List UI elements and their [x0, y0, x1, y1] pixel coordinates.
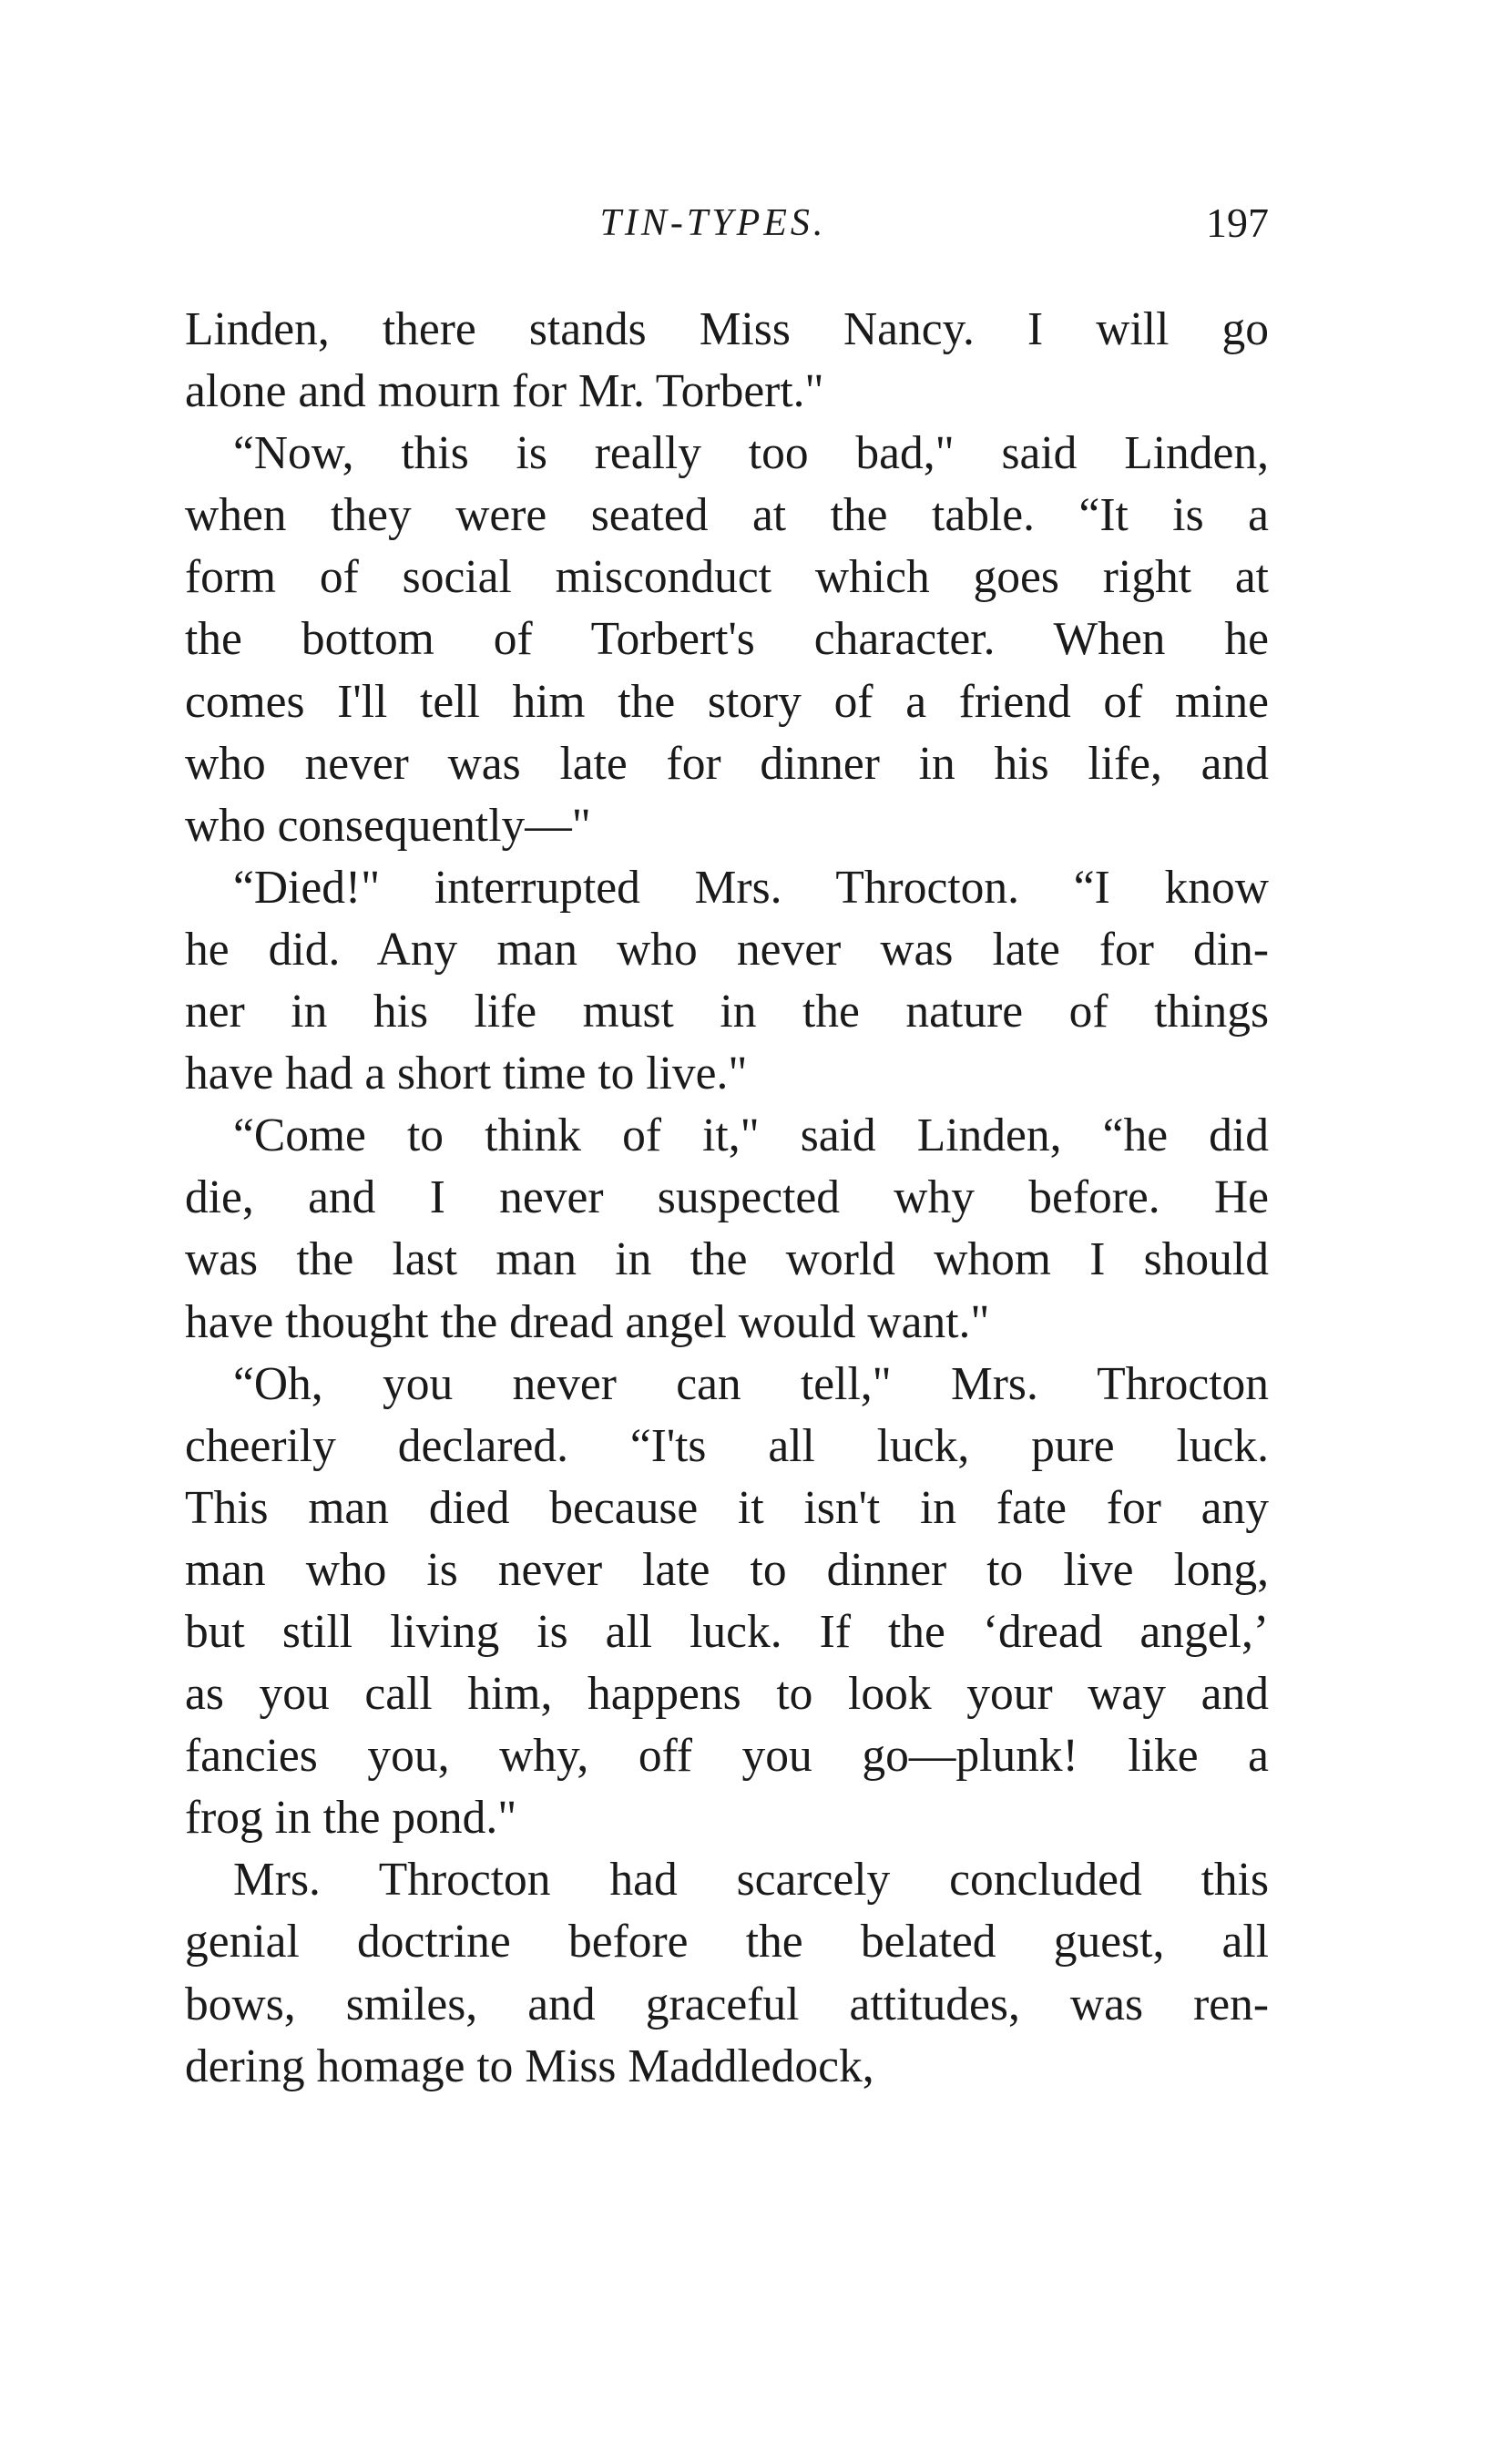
text-line: comes I'll tell him the story of a friend of mine	[185, 675, 1269, 728]
text-line: he did. Any man who never was late for din-	[185, 923, 1269, 976]
text-line: ner in his life must in the nature of things	[185, 986, 1269, 1038]
text-line: was the last man in the world whom I should	[185, 1233, 1269, 1286]
text-line: frog in the pond."	[185, 1792, 517, 1845]
text-line: cheerily declared. “I'ts all luck, pure luck.	[185, 1419, 1269, 1472]
text-line: who consequently—"	[185, 799, 591, 852]
text-line: have thought the dread angel would want."	[185, 1295, 990, 1348]
text-line: have had a short time to live."	[185, 1048, 748, 1100]
text-line: form of social misconduct which goes right at	[185, 551, 1269, 604]
text-line: “Died!" interrupted Mrs. Throcton. “I know	[233, 861, 1269, 914]
text-line: Linden, there stands Miss Nancy. I will go	[185, 303, 1269, 355]
text-line: who never was late for dinner in his life, and	[185, 737, 1269, 790]
text-line: man who is never late to dinner to live long,	[185, 1543, 1269, 1596]
body-text	[185, 299, 1269, 2098]
text-line: “Oh, you never can tell," Mrs. Throcton	[233, 1357, 1269, 1410]
running-title: TIN-TYPES.	[599, 202, 827, 244]
text-line: “Come to think of it," said Linden, “he did	[233, 1109, 1269, 1162]
text-line: “Now, this is really too bad," said Linden,	[233, 427, 1269, 480]
text-line: alone and mourn for Mr. Torbert."	[185, 365, 824, 418]
text-line: Mrs. Throcton had scarcely concluded this	[233, 1854, 1269, 1907]
page-number: 197	[1206, 199, 1269, 246]
text-line: as you call him, happens to look your way and	[185, 1668, 1269, 1721]
text-line: die, and I never suspected why before. He	[185, 1171, 1269, 1224]
text-line: bows, smiles, and graceful attitudes, was ren-	[185, 1978, 1269, 2030]
text-line: This man died because it isn't in fate for any	[185, 1481, 1269, 1534]
text-line: genial doctrine before the belated guest, all	[185, 1916, 1269, 1968]
text-line: but still living is all luck. If the ‘dread angel,’	[185, 1605, 1269, 1658]
text-line: when they were seated at the table. “It is a	[185, 489, 1269, 542]
text-line: fancies you, why, off you go—plunk! like a	[185, 1730, 1269, 1783]
text-line: the bottom of Torbert's character. When he	[185, 613, 1269, 666]
text-line: dering homage to Miss Maddledock,	[185, 2040, 874, 2092]
page-header	[185, 191, 1269, 255]
